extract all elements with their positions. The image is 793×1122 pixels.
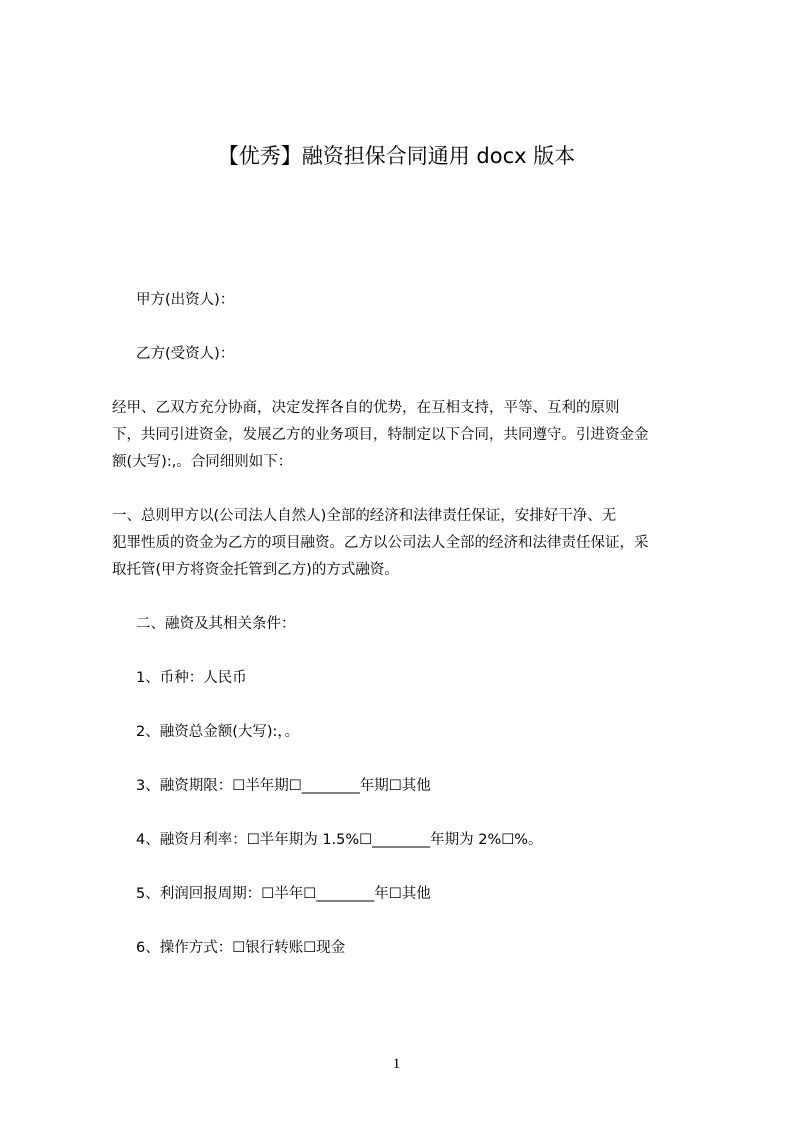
page-number: 1: [392, 1056, 401, 1072]
item-operation-method: 6、操作方式：☐银行转账☐现金: [136, 940, 346, 956]
section-1-line: 犯罪性质的资金为乙方的项目融资。乙方以公司法人全部的经济和法律责任保证，采: [112, 535, 649, 551]
item-monthly-rate: 4、融资月利率：☐半年期为 1.5%☐________年期为 2%☐%。: [136, 832, 543, 848]
section-1-line: 一、总则甲方以(公司法人自然人)全部的经济和法律责任保证，安排好干净、无: [112, 508, 617, 524]
item-return-cycle: 5、利润回报周期：☐半年☐________年☐其他: [136, 886, 431, 902]
intro-line: 下，共同引进资金，发展乙方的业务项目，特制定以下合同，共同遵守。引进资金金: [112, 427, 649, 443]
party-b-label: 乙方(受资人)：: [136, 346, 235, 362]
party-a-label: 甲方(出资人)：: [136, 292, 235, 308]
document-title: 【优秀】融资担保合同通用 docx 版本: [217, 144, 576, 168]
intro-line: 经甲、乙双方充分协商，决定发挥各自的优势，在互相支持，平等、互利的原则: [112, 400, 620, 416]
intro-line: 额(大写):,。合同细则如下：: [112, 454, 293, 470]
item-total-amount: 2、融资总金额(大写):，。: [136, 724, 300, 740]
item-term: 3、融资期限：☐半年期☐________年期☐其他: [136, 778, 431, 794]
section-1-paragraph: [112, 503, 712, 584]
section-2-heading: 二、融资及其相关条件：: [136, 616, 296, 632]
item-currency: 1、币种：人民币: [136, 670, 247, 686]
section-1-line: 取托管(甲方将资金托管到乙方)的方式融资。: [112, 562, 399, 578]
intro-paragraph: [112, 395, 712, 476]
